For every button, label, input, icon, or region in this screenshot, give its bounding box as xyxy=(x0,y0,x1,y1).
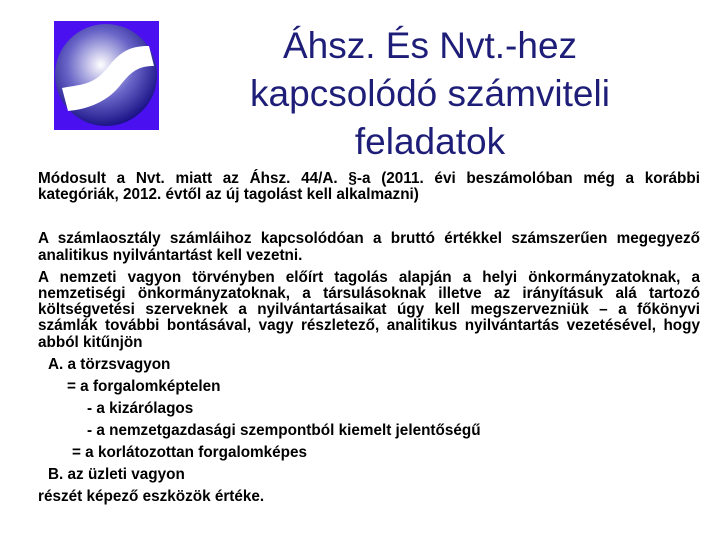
title-line: feladatok xyxy=(354,121,506,162)
paragraph: Módosult a Nvt. miatt az Áhsz. 44/A. §-a (2011. évi beszámolóban még a korábbi kategóriák, 2012. évtől az új tagolást kell alkalmazni) xyxy=(38,170,700,204)
sphere-wave-logo-icon xyxy=(54,21,159,130)
title-line: kapcsolódó számviteli xyxy=(250,73,610,114)
paragraph: A nemzeti vagyon törvényben előírt tagolás alapján a helyi önkormányzatoknak, a nemzetiségi önkormányzatoknak, a társulásoknak illetve az irányításuk alá tartozó költségvetési szerveknek a nyilvántartásaikat úgy kell megszervezniük – a főkönyvi számlák további bontásával, vagy részletező, analitikus nyilvántartás vezetésével, hogy abból kitűnjön xyxy=(38,268,700,351)
logo xyxy=(54,21,159,130)
list-item: részét képező eszközök értéke. xyxy=(38,487,265,505)
list-item: B. az üzleti vagyon xyxy=(48,465,185,483)
slide-body xyxy=(38,171,700,508)
list-item: - a kizárólagos xyxy=(87,399,194,417)
list-item: - a nemzetgazdasági szempontból kiemelt jelentőségű xyxy=(87,421,481,439)
title-line: Áhsz. És Nvt.-hez xyxy=(282,25,578,66)
paragraph: A számlaosztály számláihoz kapcsolódóan a bruttó értékkel számszerűen megegyező analitikus nyilvántartást kell vezetni. xyxy=(38,230,700,264)
list-item: = a forgalomképtelen xyxy=(67,377,221,395)
list-item: = a korlátozottan forgalomképes xyxy=(72,443,308,461)
list-item: A. a törzsvagyon xyxy=(48,355,171,373)
slide-title xyxy=(200,22,660,166)
